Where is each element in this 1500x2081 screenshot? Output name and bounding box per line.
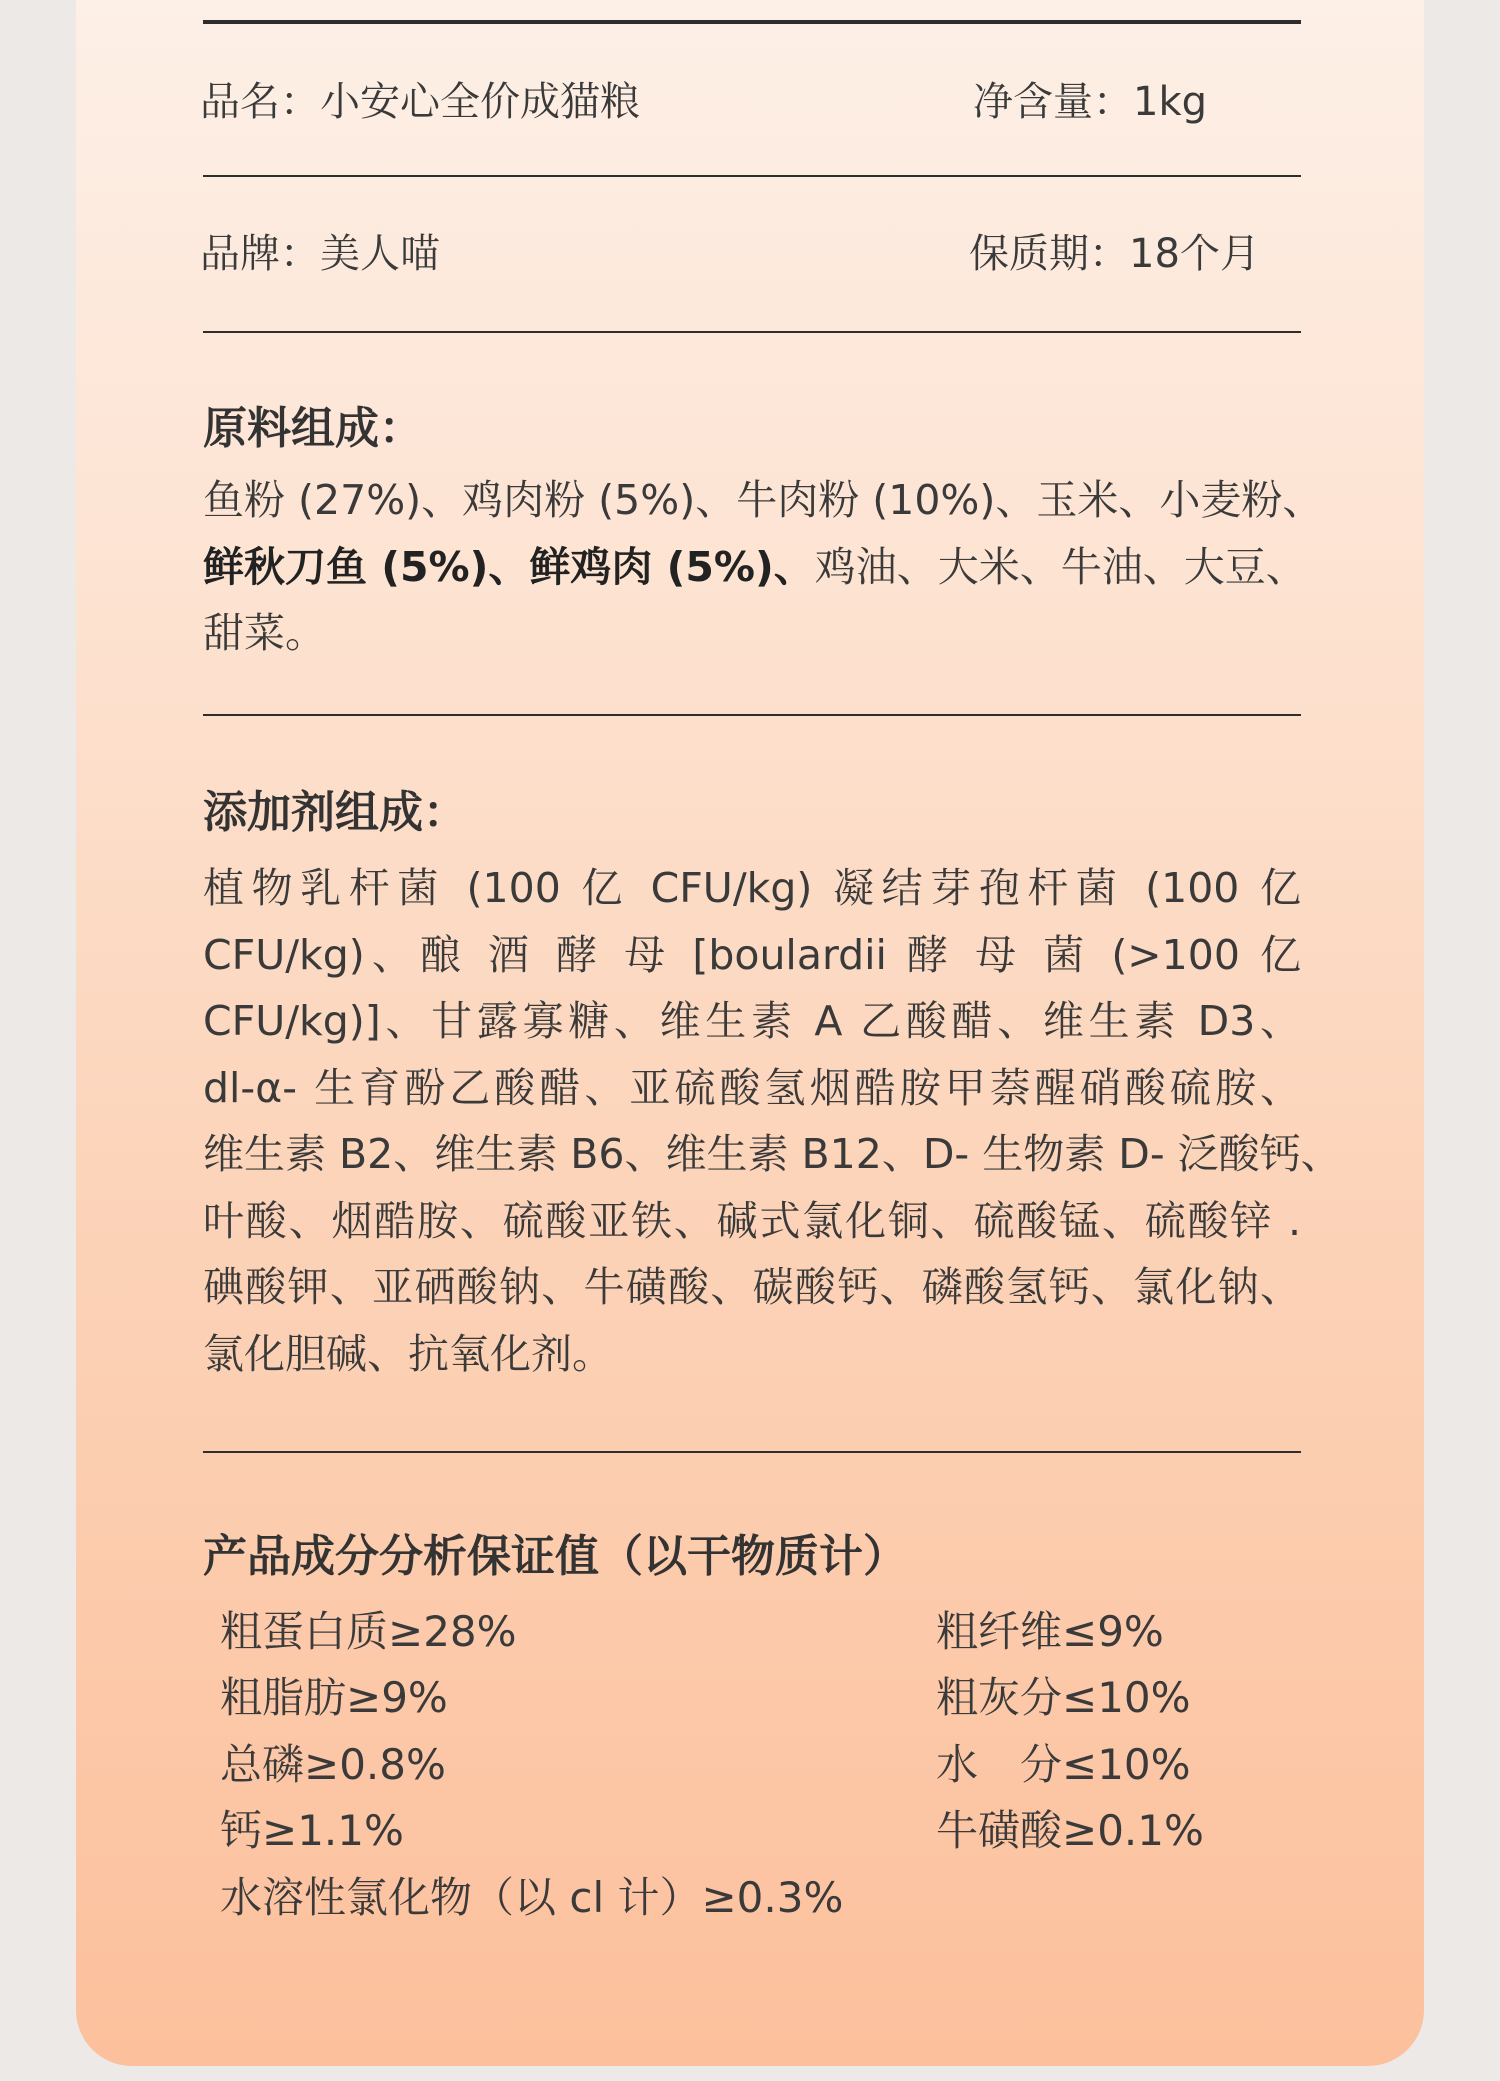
ingredients-heading: 原料组成： xyxy=(203,403,423,454)
additives-line: CFU/kg)、酿 酒 酵 母 [boulardii 酵 母 菌 (>100 亿 xyxy=(203,930,1301,979)
divider-2 xyxy=(203,331,1301,333)
divider-3 xyxy=(203,714,1301,716)
additives-heading: 添加剂组成： xyxy=(203,787,467,838)
analysis-left-item: 粗蛋白质≥28% xyxy=(220,1607,517,1656)
analysis-left-item: 粗脂肪≥9% xyxy=(220,1673,448,1722)
additives-line: 维生素 B2、维生素 B6、维生素 B12、D- 生物素 D- 泛酸钙、 xyxy=(203,1130,1342,1178)
ingredients-line-2-rest: 鸡油、大米、牛油、大豆、 xyxy=(814,542,1307,591)
additives-text xyxy=(203,855,1342,1387)
divider-1 xyxy=(203,175,1301,177)
analysis-right-item: 水 分≤10% xyxy=(936,1740,1191,1789)
analysis-left-item: 钙≥1.1% xyxy=(220,1806,404,1855)
additives-line: dl-α- 生育酚乙酸醋、亚硫酸氢烟酷胺甲萘醒硝酸硫胺、 xyxy=(203,1063,1301,1112)
analysis-left-item: 总磷≥0.8% xyxy=(220,1740,446,1789)
analysis-right-item: 粗灰分≤10% xyxy=(936,1673,1191,1722)
brand: 品牌：美人喵 xyxy=(200,231,440,277)
ingredients-line-2 xyxy=(203,534,1307,601)
analysis-right-item: 牛磺酸≥0.1% xyxy=(936,1806,1204,1855)
additives-line: 植物乳杆菌 (100 亿 CFU/kg) 凝结芽孢杆菌 (100 亿 xyxy=(203,864,1301,912)
additives-line: 氯化胆碱、抗氧化剂。 xyxy=(203,1329,613,1378)
additives-line: 叶酸、烟酷胺、硫酸亚铁、碱式氯化铜、硫酸锰、硫酸锌 . xyxy=(203,1196,1301,1245)
analysis-right-item: 粗纤维≤9% xyxy=(936,1607,1164,1656)
additives-line: 碘酸钾、亚硒酸钠、牛磺酸、碳酸钙、磷酸氢钙、氯化钠、 xyxy=(203,1263,1301,1311)
divider-4 xyxy=(203,1451,1301,1453)
net-weight: 净含量：1kg xyxy=(973,79,1208,125)
ingredients-fresh-highlight: 鲜秋刀鱼 (5%)、鲜鸡肉 (5%)、 xyxy=(203,542,815,591)
divider-top xyxy=(203,20,1301,24)
product-name: 品名：小安心全价成猫粮 xyxy=(200,79,640,125)
additives-line: CFU/kg)]、甘露寡糖、维生素 A 乙酸醋、维生素 D3、 xyxy=(203,997,1301,1045)
analysis-left-item: 水溶性氯化物（以 cl 计）≥0.3% xyxy=(220,1873,844,1922)
ingredients-text xyxy=(203,467,1324,667)
ingredients-line-3: 甜菜。 xyxy=(203,609,326,657)
analysis-heading: 产品成分分析保证值（以干物质计） xyxy=(203,1531,907,1582)
shelf-life: 保质期：18个月 xyxy=(969,231,1260,277)
ingredients-line-1: 鱼粉 (27%)、鸡肉粉 (5%)、牛肉粉 (10%)、玉米、小麦粉、 xyxy=(203,476,1324,524)
